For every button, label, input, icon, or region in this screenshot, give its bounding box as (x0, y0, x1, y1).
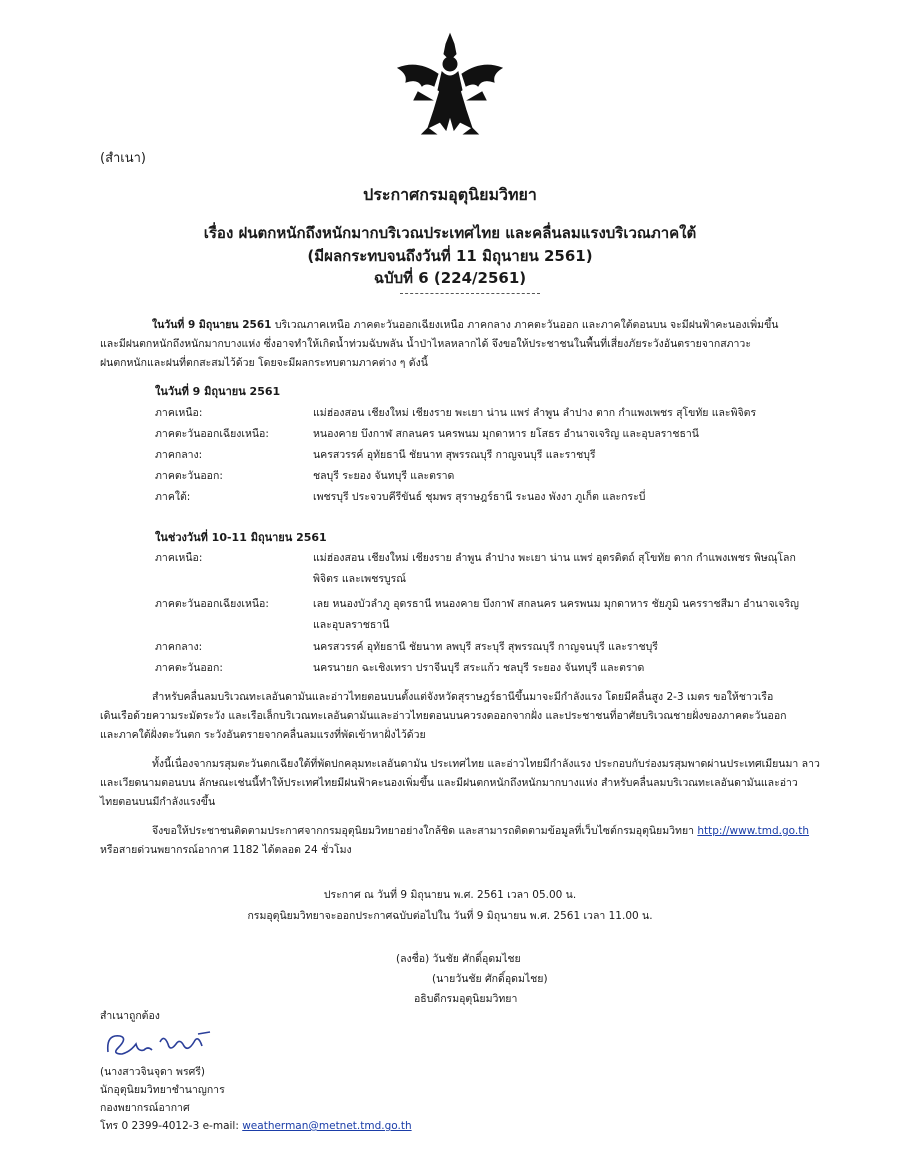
wave-line-2: เดินเรือด้วยความระมัดระวัง และเรือเล็กบริเวณทะเลอันดามันและอ่าวไทยตอนบนควรงดออกจากฝั่ง และประชาชนที่อาศัยบริเวณชายฝั่งของภาคตะวันออก (100, 710, 787, 722)
effective-period: (มีผลกระทบจนถึงวันที่ 11 มิถุนายน 2561) (307, 247, 593, 265)
section1-title: ในวันที่ 9 มิถุนายน 2561 (155, 385, 281, 398)
document-title: ประกาศกรมอุตุนิยมวิทยา (363, 185, 537, 204)
contact-email-link[interactable]: weatherman@metnet.tmd.go.th (242, 1120, 412, 1132)
director-name: (นายวันชัย ศักดิ์อุดมไชย) (432, 973, 548, 985)
region-label: ภาคเหนือ: (155, 552, 203, 564)
wave-line-1: สำหรับคลื่นลมบริเวณทะเลอันดามันและอ่าวไทยตอนบนตั้งแต่จังหวัดสุราษฎร์ธานีขึ้นมาจะมีกำลังแรง โดยมีคลื่นสูง 2-3 เมตร ขอให้ชาวเรือ (152, 691, 774, 703)
region-provinces: และอุบลราชธานี (313, 619, 390, 631)
signed-line: (ลงชื่อ) วันชัย ศักดิ์อุดมไชย (396, 953, 521, 965)
tmd-website-link[interactable]: http://www.tmd.go.th (697, 825, 810, 837)
contact-phone: โทร 0 2399-4012-3 e-mail: (100, 1120, 243, 1132)
follow-line-1: จึงขอให้ประชาชนติดตามประกาศจากกรมอุตุนิยมวิทยาอย่างใกล้ชิด และสามารถติดตามข้อมูลที่เว็บไซต์กรมอุตุนิยมวิทยา (152, 825, 695, 837)
follow-paragraph (100, 822, 830, 860)
intro-line-3: ฝนตกหนักและฝนที่ตกสะสมไว้ด้วย โดยจะมีผลกระทบตามภาคต่าง ๆ ดังนี้ (100, 357, 428, 369)
issued-datetime: ประกาศ ณ วันที่ 9 มิถุนายน พ.ศ. 2561 เวลา 05.00 น. (323, 889, 577, 901)
region-label: ภาคเหนือ: (155, 407, 203, 419)
region-provinces: หนองคาย บึงกาฬ สกลนคร นครพนม มุกดาหาร ยโสธร อำนาจเจริญ และอุบลราชธานี (313, 428, 699, 440)
region-label: ภาคกลาง: (155, 449, 203, 461)
cause-paragraph (100, 755, 830, 812)
intro-date: ในวันที่ 9 มิถุนายน 2561 (152, 319, 272, 331)
intro-paragraph (100, 316, 830, 373)
intro-line-1: บริเวณภาคเหนือ ภาคตะวันออกเฉียงเหนือ ภาคกลาง ภาคตะวันออก และภาคใต้ตอนบน จะมีฝนฟ้าคะนองเพิ่มขึ้น (271, 319, 779, 331)
contact-line (100, 1117, 412, 1135)
region-label: ภาคตะวันออก: (155, 662, 223, 674)
region-provinces: นครสวรรค์ อุทัยธานี ชัยนาท ลพบุรี สระบุรี สุพรรณบุรี กาญจนบุรี และราชบุรี (313, 641, 658, 653)
certifier-office: กองพยากรณ์อากาศ (100, 1102, 190, 1114)
copy-label: (สำเนา) (100, 151, 147, 166)
certifier-position: นักอุตุนิยมวิทยาชำนาญการ (100, 1084, 225, 1096)
wave-line-3: และภาคใต้ฝั่งตะวันตก ระวังอันตรายจากคลื่นลมแรงที่พัดเข้าหาฝั่งไว้ด้วย (100, 729, 426, 741)
wave-paragraph (100, 688, 830, 745)
cause-line-2: และเวียดนามตอนบน ลักษณะเช่นนี้ทำให้ประเทศไทยมีฝนฟ้าคะนองเพิ่มขึ้น และมีฝนตกหนักถึงหนักมากบางแห่ง สำหรับคลื่นลมบริเวณทะเลอันดามันและอ่าว (100, 777, 798, 789)
follow-line-2: หรือสายด่วนพยากรณ์อากาศ 1182 ได้ตลอด 24 ชั่วโมง (100, 844, 352, 856)
region-label: ภาคตะวันออก: (155, 470, 223, 482)
document-subject: เรื่อง ฝนตกหนักถึงหนักมากบริเวณประเทศไทย และคลื่นลมแรงบริเวณภาคใต้ (203, 224, 697, 242)
next-issue-datetime: กรมอุตุนิยมวิทยาจะออกประกาศฉบับต่อไปใน วันที่ 9 มิถุนายน พ.ศ. 2561 เวลา 11.00 น. (247, 910, 653, 922)
cause-line-3: ไทยตอนบนมีกำลังแรงขึ้น (100, 796, 216, 808)
section2-table (155, 549, 855, 674)
garuda-emblem-icon (388, 30, 512, 138)
region-provinces: พิจิตร และเพชรบูรณ์ (313, 573, 407, 585)
region-provinces: แม่ฮ่องสอน เชียงใหม่ เชียงราย พะเยา น่าน แพร่ ลำพูน ลำปาง ตาก กำแพงเพชร สุโขทัย และพิจิตร (313, 407, 757, 419)
intro-line-2: และมีฝนตกหนักถึงหนักมากบางแห่ง ซึ่งอาจทำให้เกิดน้ำท่วมฉับพลัน น้ำป่าไหลหลากได้ จึงขอให้ประชาชนในพื้นที่เสี่ยงภัยระวังอันตรายจากสภาวะ (100, 338, 751, 350)
section2-title: ในช่วงวันที่ 10-11 มิถุนายน 2561 (155, 531, 327, 544)
region-provinces: นครสวรรค์ อุทัยธานี ชัยนาท สุพรรณบุรี กาญจนบุรี และราชบุรี (313, 449, 596, 461)
director-position: อธิบดีกรมอุตุนิยมวิทยา (414, 993, 518, 1005)
section1-table (155, 404, 855, 504)
certifier-name: (นางสาวจินจุดา พรศรี) (100, 1066, 205, 1078)
handwritten-signature (98, 1024, 228, 1064)
region-provinces: แม่ฮ่องสอน เชียงใหม่ เชียงราย ลำพูน ลำปาง พะเยา น่าน แพร่ อุตรดิตถ์ สุโขทัย ตาก กำแพงเพชร พิษณุโลก (313, 552, 796, 564)
header-divider (400, 293, 540, 294)
region-provinces: นครนายก ฉะเชิงเทรา ปราจีนบุรี สระแก้ว ชลบุรี ระยอง จันทบุรี และตราด (313, 662, 645, 674)
region-provinces: เลย หนองบัวลำภู อุดรธานี หนองคาย บึงกาฬ สกลนคร นครพนม มุกดาหาร ชัยภูมิ นครราชสีมา อำนาจเจริญ (313, 598, 799, 610)
region-provinces: เพชรบุรี ประจวบคีรีขันธ์ ชุมพร สุราษฎร์ธานี ระนอง พังงา ภูเก็ต และกระบี่ (313, 491, 646, 503)
issue-number: ฉบับที่ 6 (224/2561) (373, 269, 527, 287)
cause-line-1: ทั้งนี้เนื่องจากมรสุมตะวันตกเฉียงใต้ที่พัดปกคลุมทะเลอันดามัน ประเทศไทย และอ่าวไทยมีกำลังแรง ประกอบกับร่องมรสุมพาดผ่านประเทศเมียนมา ลาว (152, 758, 820, 770)
region-label: ภาคตะวันออกเฉียงเหนือ: (155, 428, 269, 440)
certified-copy-label: สำเนาถูกต้อง (100, 1010, 160, 1022)
region-provinces: ชลบุรี ระยอง จันทบุรี และตราด (313, 470, 455, 482)
region-label: ภาคใต้: (155, 491, 191, 503)
region-label: ภาคตะวันออกเฉียงเหนือ: (155, 598, 269, 610)
region-label: ภาคกลาง: (155, 641, 203, 653)
